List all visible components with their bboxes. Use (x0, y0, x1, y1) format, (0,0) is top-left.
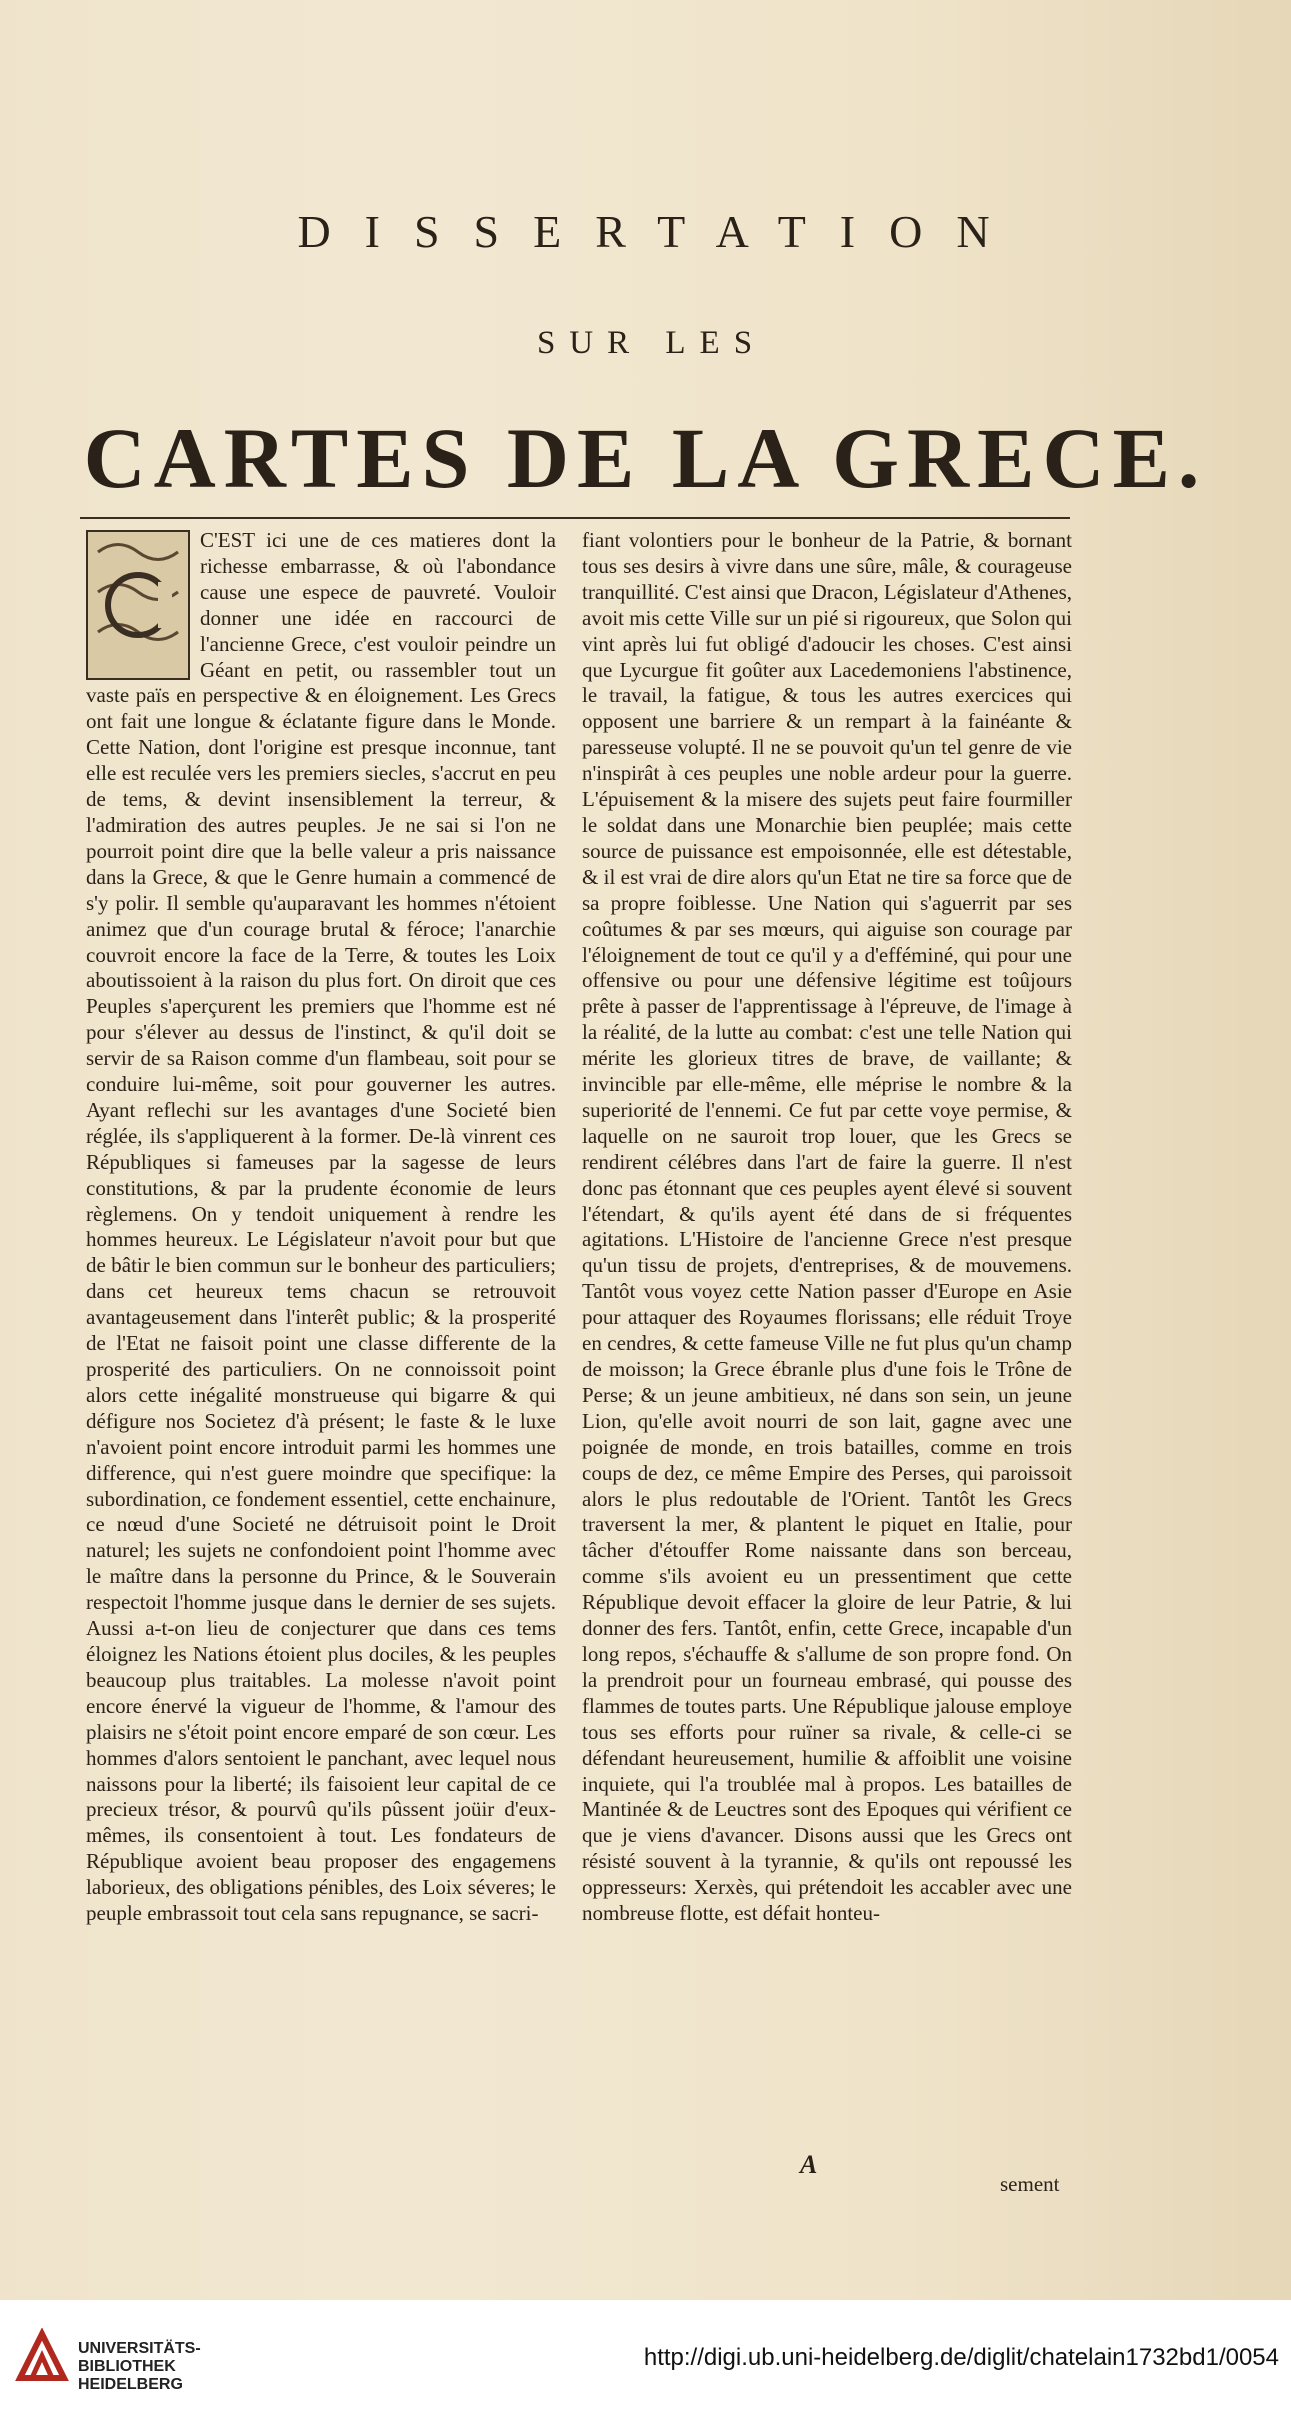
library-name (78, 2340, 201, 2394)
library-name-line-3: HEIDELBERG (78, 2376, 183, 2393)
left-column-text: C'EST ici une de ces matieres dont la richesse embarrasse, & où l'abondance cause une espece de pauvreté. Vouloir donner une idée en raccourci de l'ancienne Grece, c'est vouloir peindre un Géant en petit, ou rassembler tout un vaste païs en perspective & en éloignement. Les Grecs ont fait une longue & éclatante figure dans le Monde. Cette Nation, dont l'origine est presque inconnue, tant elle est reculée vers les premiers siecles, s'accrut en peu de tems, & devint insensiblement la terreur, & l'admiration des autres peuples. Je ne sai si l'on ne pourroit point dire que la belle valeur a pris naissance dans la Grece, & que le Genre humain a commencé de s'y polir. Il semble qu'auparavant les hommes n'étoient animez que d'un courage brutal & féroce; l'anarchie couvroit encore la face de la Terre, & toutes les Loix aboutissoient à la raison du plus fort. On diroit que ces Peuples s'aperçurent les premiers que l'homme est né pour s'élever au dessus de l'instinct, & qu'il doit se servir de sa Raison comme d'un flambeau, soit pour se conduire lui-même, soit pour gouverner les autres. Ayant reflechi sur les avantages d'une Societé bien réglée, ils s'appliquerent à la former. De-là vinrent ces Républiques si fameuses par la sagesse de leurs constitutions, & par la prudente économie de leurs règlemens. On y tendoit uniquement à rendre les hommes heureux. Le Législateur n'avoit pour but que de bâtir le bien commun sur le bonheur des particuliers; dans cet heureux tems chacun se retrouvoit avantageusement dans l'interêt public; & la prosperité de l'Etat ne faisoit point une classe differente de la prosperité des particuliers. On ne connoissoit point alors cette inégalité monstrueuse qui bigarre & qui défigure nos Societez d'à présent; le faste & le luxe n'avoient point encore introduit parmi les hommes une difference, qui n'est guere moindre que specifique: la subordination, ce fondement essentiel, cette enchainure, ce nœud d'une Societé ne détruisoit point le Droit naturel; les sujets ne confondoient point l'homme avec le maître dans la personne du Prince, & le Souverain respectoit l'homme jusque dans le dernier de ses sujets. Aussi a-t-on lieu de conjecturer que dans ces tems éloignez les Nations étoient plus dociles, & les peuples beaucoup plus traitables. La molesse n'avoit point encore énervé la vigueur de l'homme, & l'amour des plaisirs ne s'étoit point encore emparé de son cœur. Les hommes d'alors sentoient le panchant, avec lequel nous naissons pour la liberté; ils faisoient leur capital de ce precieux trésor, & pourvû qu'ils pûssent joüir d'eux-mêmes, ils consentoient à tout. Les fondateurs de République avoient beau proposer des engagemens laborieux, des obligations pénibles, des Loix séveres; le peuple embrassoit tout cela sans repugnance, se sacri- (86, 528, 556, 1926)
text-column-right (582, 528, 1072, 1927)
library-name-line-2: BIBLIOTHEK (78, 2358, 176, 2375)
library-logo-icon (14, 2328, 70, 2384)
signature-mark: A (800, 2150, 818, 2179)
text-column-left (86, 528, 556, 1927)
catchword: sement (1000, 2172, 1060, 2196)
footer-bar (0, 2300, 1291, 2410)
title-cartes-de-la-grece: CARTES DE LA GRECE. (83, 410, 1208, 506)
library-name-line-1: UNIVERSITÄTS- (78, 2340, 201, 2357)
title-sur-les: SUR LES (536, 325, 767, 361)
title-dissertation: DISSERTATION (297, 206, 1024, 257)
page-url[interactable]: http://digi.ub.uni-heidelberg.de/diglit/chatelain1732bd1/0054 (643, 2344, 1279, 2371)
title-rule (80, 517, 1070, 519)
ornamental-initial-icon (86, 530, 190, 680)
right-column-text: fiant volontiers pour le bonheur de la Patrie, & bornant tous ses desirs à vivre dans une sûre, mâle, & courageuse tranquillité. C'est ainsi que Dracon, Législateur d'Athenes, avoit mis cette Ville sur un pié si rigoureux, que Solon qui vint après lui fut obligé d'adoucir les choses. C'est ainsi que Lycurgue fit goûter aux Lacedemoniens l'abstinence, le travail, la fatigue, & tous les autres exercices qui opposent une barriere & un rempart à la fainéante & paresseuse volupté. Il ne se pouvoit qu'un tel genre de vie n'inspirât à ces peuples une noble ardeur pour la guerre. L'épuisement & la misere des sujets peut faire fourmiller le soldat dans une Monarchie bien peuplée; mais cette source de puissance est empoisonnée, elle est détestable, & il est vrai de dire alors qu'un Etat ne tire sa force que de sa propre foiblesse. Une Nation qui s'aguerrit par ses coûtumes & par ses mœurs, qui aiguise son courage par l'éloignement de tout ce qu'il y a d'efféminé, qui pour une offensive ou pour une défensive légitime est toûjours prête à passer de l'apprentissage à l'épreuve, de l'image à la réalité, de la lutte au combat: c'est une telle Nation qui mérite les glorieux titres de brave, de vaillante; & invincible par elle-même, elle méprise le nombre & la superiorité de l'ennemi. Ce fut par cette voye permise, & laquelle on ne sauroit trop louer, que les Grecs se rendirent célébres dans l'art de faire la guerre. Il n'est donc pas étonnant que ces peuples ayent élevé si souvent l'étendart, & qu'ils ayent été dans de si fréquentes agitations. L'Histoire de l'ancienne Grece n'est presque qu'un tissu de projets, d'entreprises, & de mouvemens. Tantôt vous voyez cette Nation passer d'Europe en Asie pour attaquer des Royaumes florissans; elle réduit Troye en cendres, & cette fameuse Ville ne fut plus qu'un champ de moisson; la Grece ébranle plus d'une fois le Trône de Perse; & un jeune ambitieux, né dans son sein, un jeune Lion, qu'elle avoit nourri de son lait, gagne avec une poignée de monde, en trois batailles, comme en trois coups de dez, ce même Empire des Perses, qui paroissoit alors le plus redoutable de l'Orient. Tantôt les Grecs traversent la mer, & plantent le piquet en Italie, pour tâcher d'étouffer Rome naissante dans son berceau, comme s'ils avoient eu un pressentiment que cette République devoit effacer la gloire de leur Patrie, & lui donner des fers. Tantôt, enfin, cette Grece, incapable d'un long repos, s'échauffe & s'allume de son propre fond. On la prendroit pour un fourneau embrasé, qui pousse des flammes de toutes parts. Une République jalouse employe tous ses efforts pour ruïner sa rivale, & celle-ci se défendant heureusement, humilie & affoiblit une voisine inquiete, qui l'a troublée mal à propos. Les batailles de Mantinée & de Leuctres sont des Epoques qui vérifient ce que je viens d'avancer. Disons aussi que les Grecs ont résisté souvent à la tyrannie, & qu'ils ont repoussé les oppresseurs: Xerxès, qui prétendoit les accabler avec une nombreuse flotte, est défait honteu- (582, 528, 1072, 1926)
